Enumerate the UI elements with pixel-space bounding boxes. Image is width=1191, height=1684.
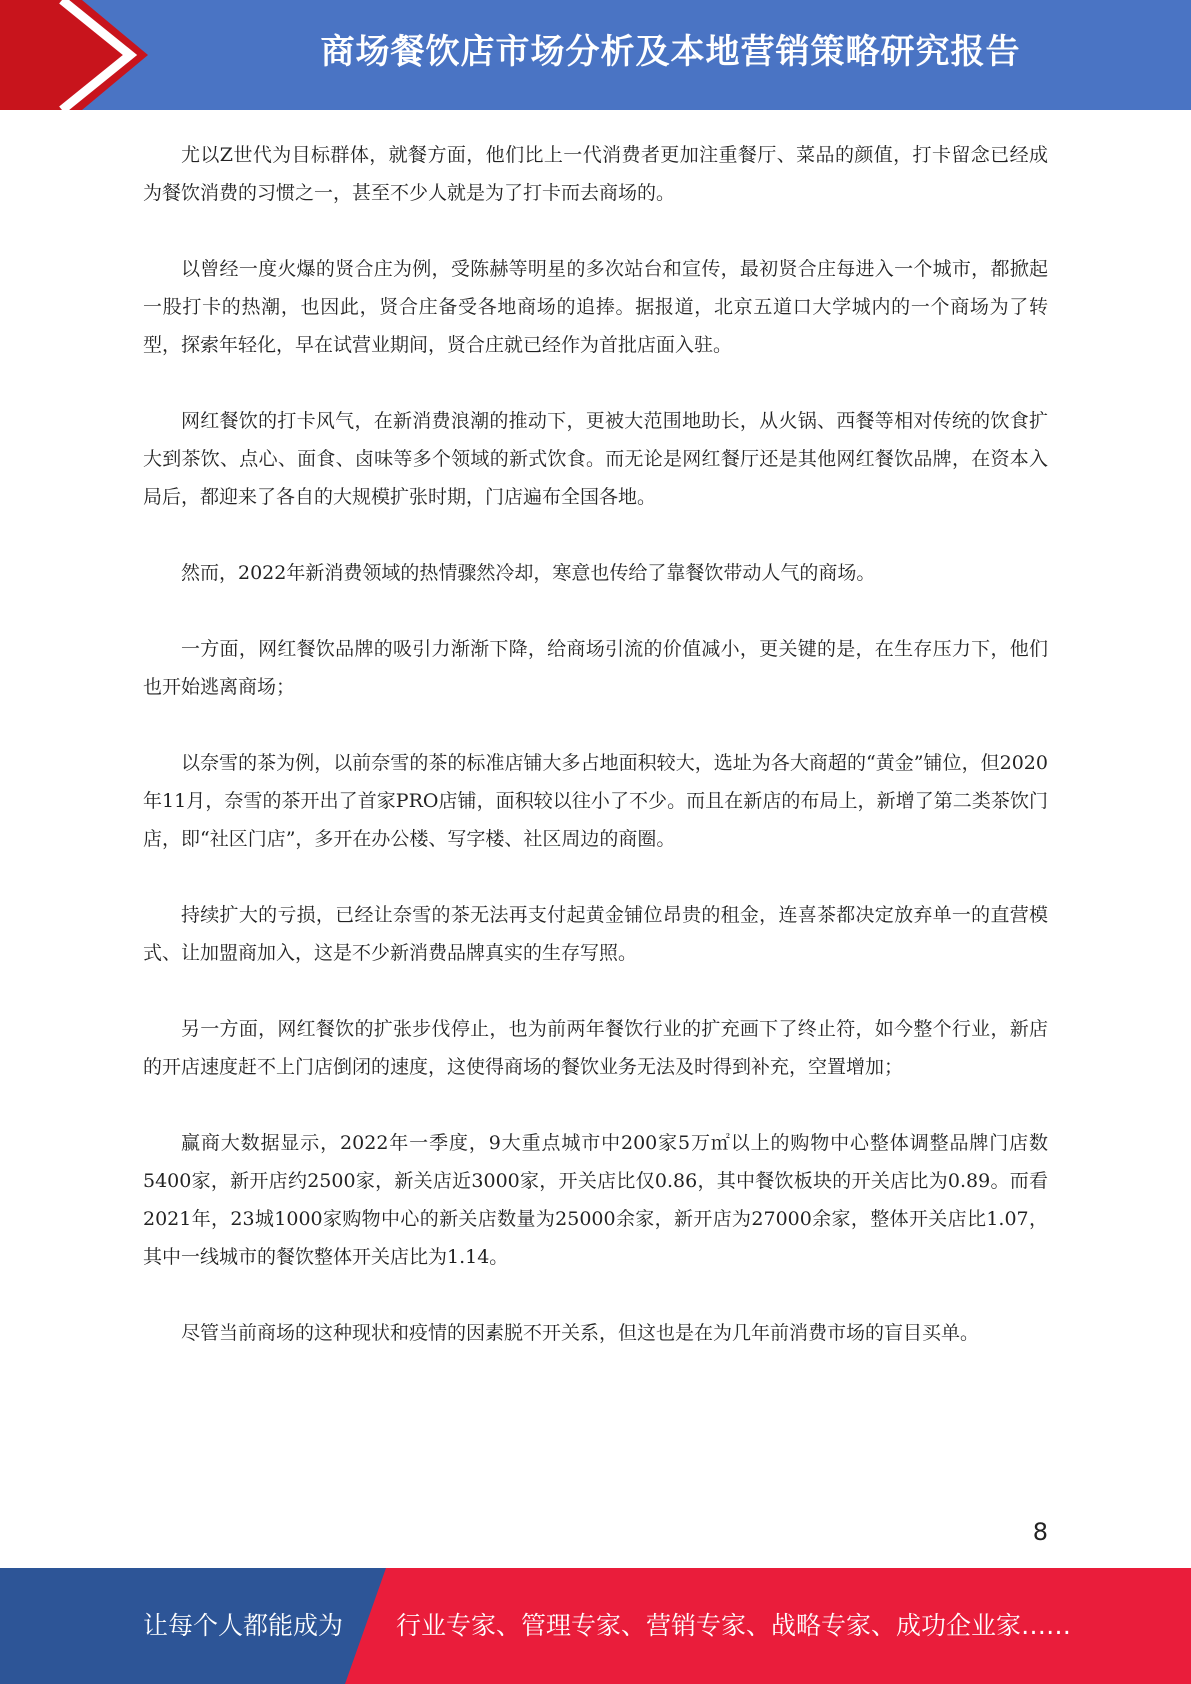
header-arrow-decoration	[0, 0, 170, 110]
paragraph: 以曾经一度火爆的贤合庄为例，受陈赫等明星的多次站台和宣传，最初贤合庄每进入一个城市，都掀起一股打卡的热潮，也因此，贤合庄备受各地商场的追捧。据报道，北京五道口大学城内的一个商场为了转型，探索年轻化，早在试营业期间，贤合庄就已经作为首批店面入驻。	[143, 258, 1048, 356]
paragraph: 持续扩大的亏损，已经让奈雪的茶无法再支付起黄金铺位昂贵的租金，连喜茶都决定放弃单一的直营模式、让加盟商加入，这是不少新消费品牌真实的生存写照。	[143, 904, 1048, 964]
header-title: 商场餐饮店市场分析及本地营销策略研究报告	[320, 32, 1021, 72]
page-number: 8	[1032, 1518, 1048, 1546]
paragraph: 尽管当前商场的这种现状和疫情的因素脱不开关系，但这也是在为几年前消费市场的盲目买单。	[181, 1322, 980, 1344]
page-header	[0, 0, 1191, 110]
paragraph: 然而，2022年新消费领域的热情骤然冷却，寒意也传给了靠餐饮带动人气的商场。	[181, 562, 876, 584]
footer-slogan-left: 让每个人都能成为	[143, 1611, 344, 1640]
paragraph: 一方面，网红餐饮品牌的吸引力渐渐下降，给商场引流的价值减小，更关键的是，在生存压力下，他们也开始逃离商场；	[143, 638, 1048, 698]
footer-slogan-right: 行业专家、管理专家、营销专家、战略专家、成功企业家……	[396, 1611, 1072, 1640]
paragraph: 另一方面，网红餐饮的扩张步伐停止，也为前两年餐饮行业的扩充画下了终止符，如今整个行业，新店的开店速度赶不上门店倒闭的速度，这使得商场的餐饮业务无法及时得到补充，空置增加；	[143, 1018, 1048, 1078]
paragraph: 网红餐饮的打卡风气，在新消费浪潮的推动下，更被大范围地助长，从火锅、西餐等相对传统的饮食扩大到茶饮、点心、面食、卤味等多个领域的新式饮食。而无论是网红餐厅还是其他网红餐饮品牌，在资本入局后，都迎来了各自的大规模扩张时期，门店遍布全国各地。	[143, 410, 1048, 508]
paragraph: 以奈雪的茶为例，以前奈雪的茶的标准店铺大多占地面积较大，选址为各大商超的“黄金”铺位，但2020年11月，奈雪的茶开出了首家PRO店铺，面积较以往小了不少。而且在新店的布局上，新增了第二类茶饮门店，即“社区门店”，多开在办公楼、写字楼、社区周边的商圈。	[143, 752, 1048, 850]
paragraph: 赢商大数据显示，2022年一季度，9大重点城市中200家5万㎡以上的购物中心整体调整品牌门店数5400家，新开店约2500家，新关店近3000家，开关店比仅0.86，其中餐饮板块的开关店比为0.89。而看2021年，23城1000家购物中心的新关店数量为25000余家，新开店为27000余家，整体开关店比1.07，其中一线城市的餐饮整体开关店比为1.14。	[143, 1132, 1048, 1268]
page-footer	[0, 1568, 1191, 1684]
report-body	[143, 136, 1048, 1390]
paragraph: 尤以Z世代为目标群体，就餐方面，他们比上一代消费者更加注重餐厅、菜品的颜值，打卡留念已经成为餐饮消费的习惯之一，甚至不少人就是为了打卡而去商场的。	[143, 144, 1048, 204]
